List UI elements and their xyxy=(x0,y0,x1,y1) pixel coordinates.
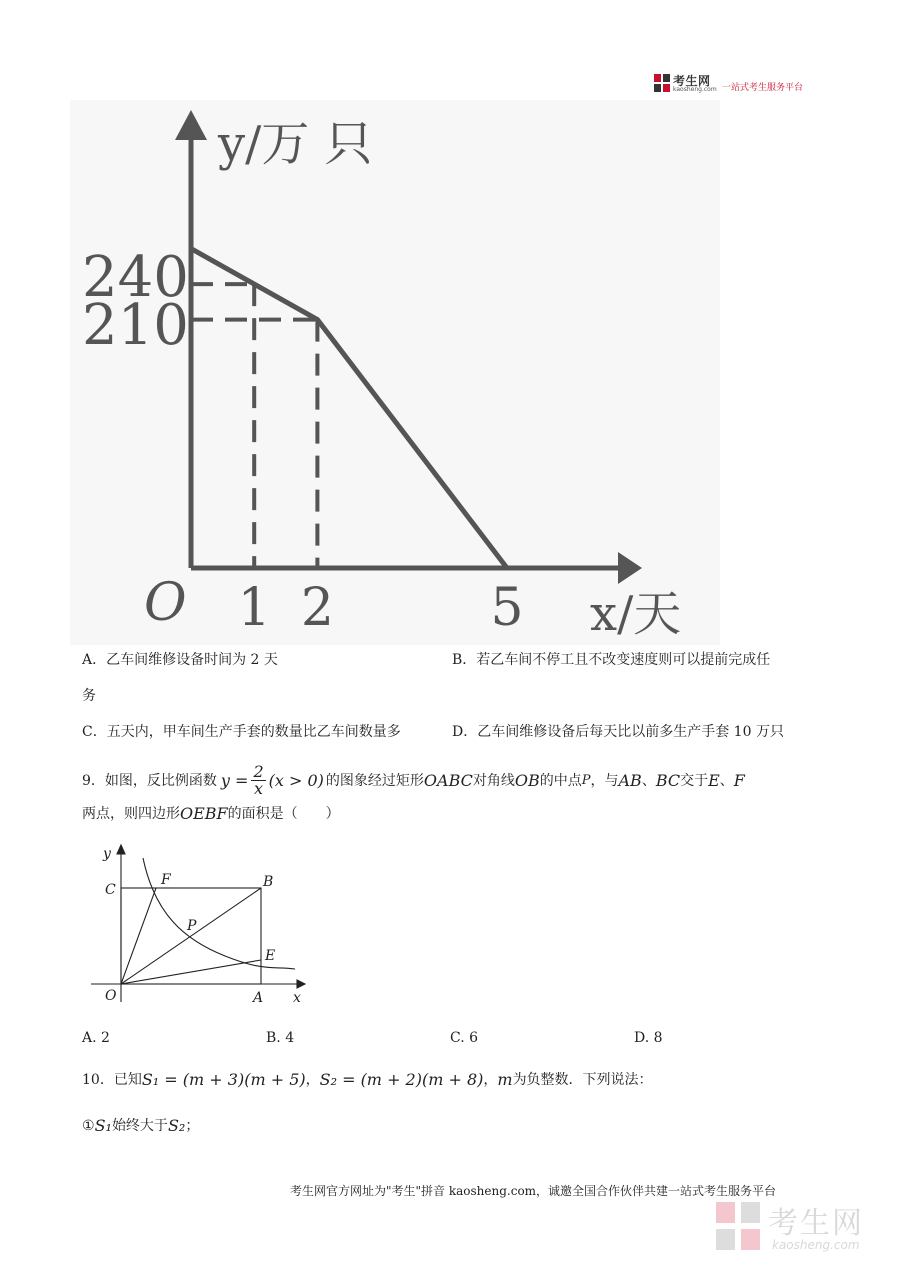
q9-quad: OEBF xyxy=(180,804,228,823)
x-axis-label: x/天 xyxy=(590,586,682,642)
x-tick-label-2: 5 xyxy=(490,578,524,638)
origin-label: O xyxy=(144,573,187,633)
q9-segment-of xyxy=(121,888,156,984)
q9-x-arrow xyxy=(297,980,305,988)
q9-figure xyxy=(85,840,315,1010)
q9-label-e: E xyxy=(265,948,276,964)
watermark-mark-icon xyxy=(716,1202,760,1250)
q10-comma: ， xyxy=(305,1072,320,1088)
q9-diagonal-ob xyxy=(121,888,261,984)
q9-line2-a: 两点，则四边形 xyxy=(82,806,180,822)
y-tick-label-1: 210 xyxy=(82,293,189,358)
q9-label-f: F xyxy=(161,872,171,888)
q9-option-b: B. 4 xyxy=(266,1030,295,1046)
watermark-domain: kaosheng.com xyxy=(772,1238,860,1252)
q9-func-y: y = xyxy=(220,770,249,790)
q9-fraction xyxy=(251,764,265,797)
q9-mid: P xyxy=(581,772,591,788)
q9-y-arrow xyxy=(117,845,125,854)
y-axis-label: y/万 只 xyxy=(218,116,373,172)
q10-item1-s1: S₁ xyxy=(94,1116,112,1135)
q8-option-d: D．乙车间维修设备后每天比以前多生产手套 10 万只 xyxy=(452,724,784,740)
q9-ab: AB xyxy=(618,770,642,790)
q9-label-o: O xyxy=(105,988,117,1004)
q9-f: F xyxy=(733,770,745,790)
q9-func-den: x xyxy=(254,779,264,798)
q10-item1-mark: ① xyxy=(82,1118,95,1134)
logo-text: 考生网 xyxy=(673,74,711,88)
q9-text5: 交于 xyxy=(680,772,709,789)
logo-mark-icon xyxy=(654,74,670,92)
q10-prefix: 10．已知 xyxy=(82,1072,142,1088)
q10-item1-s2: S₂ xyxy=(167,1116,186,1135)
q10-comma2: ， xyxy=(483,1072,498,1088)
logo-slogan: 一站式考生服务平台 xyxy=(722,83,804,93)
q9-text3: 的中点 xyxy=(539,772,582,789)
q10-suffix: 为负整数．下列说法： xyxy=(512,1072,653,1088)
q9-func-cond: (x > 0) xyxy=(268,770,324,790)
q9-text2: 对角线 xyxy=(472,772,515,789)
y-tick-label-0: 240 xyxy=(82,245,189,310)
watermark-logo xyxy=(716,1198,886,1258)
x-tick-label-0: 1 xyxy=(237,578,271,638)
q9-text1: 的图象经过矩形 xyxy=(325,772,424,789)
q8-option-b: B．若乙车间不停工且不改变速度则可以提前完成任 xyxy=(452,652,771,668)
q9-statement xyxy=(82,764,745,797)
q9-option-a: A. 2 xyxy=(82,1030,110,1046)
q10-item-1 xyxy=(82,1116,199,1136)
q9-statement-line2 xyxy=(82,804,340,824)
q10-s2: S₂ = (m + 2)(m + 8) xyxy=(319,1070,484,1089)
q9-option-d: D. 8 xyxy=(634,1030,663,1046)
q9-label-x: x xyxy=(293,990,301,1006)
q9-intro: 9．如图，反比例函数 xyxy=(82,772,217,789)
q8-option-b-cont: 务 xyxy=(82,688,96,704)
q9-line2-b: 的面积是（ ） xyxy=(227,806,340,822)
q9-func-num: 2 xyxy=(253,762,264,781)
q9-sep1: 、 xyxy=(641,772,656,789)
q8-option-c: C．五天内，甲车间生产手套的数量比乙车间数量多 xyxy=(82,724,401,740)
q9-label-a: A xyxy=(253,990,264,1006)
watermark-text: 考生网 xyxy=(768,1206,864,1241)
q10-item1-text: 始终大于 xyxy=(111,1118,168,1134)
x-tick-label-1: 2 xyxy=(300,578,334,638)
q9-label-p: P xyxy=(187,918,197,934)
q9-label-c: C xyxy=(105,882,116,898)
q9-text4: ，与 xyxy=(590,772,619,789)
q8-option-a: A．乙车间维修设备时间为 2 天 xyxy=(82,652,278,668)
q10-item1-end: ； xyxy=(185,1118,200,1134)
q9-bc: BC xyxy=(655,770,681,790)
q9-label-b: B xyxy=(263,874,274,890)
q9-label-y: y xyxy=(103,846,111,862)
page-footer: 考生网官方网址为"考生"拼音 kaosheng.com，诚邀全国合作伙伴共建一站式考生服务平台 xyxy=(290,1184,777,1198)
q9-segment-oe xyxy=(121,960,261,984)
q9-rect: OABC xyxy=(423,770,473,790)
logo-domain: kaosheng.com xyxy=(673,86,717,93)
q10-statement xyxy=(82,1070,653,1090)
q9-option-c: C. 6 xyxy=(450,1030,479,1046)
q10-m: m xyxy=(497,1070,513,1089)
q9-sep2: 、 xyxy=(719,772,734,789)
brand-logo xyxy=(654,72,824,96)
q8-line-chart xyxy=(70,100,720,645)
q9-diag: OB xyxy=(514,770,540,790)
q9-e: E xyxy=(708,770,720,790)
q10-s1: S₁ = (m + 3)(m + 5) xyxy=(141,1070,306,1089)
